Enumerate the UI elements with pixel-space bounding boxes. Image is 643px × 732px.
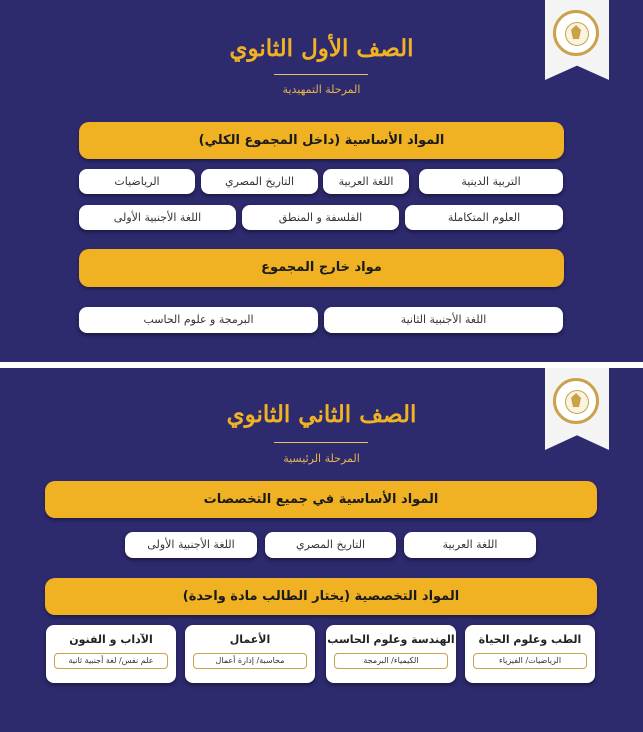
- track-subjects: علم نفس/ لغة أجنبية ثانية: [54, 653, 168, 669]
- page-title: الصف الأول الثانوي: [229, 35, 414, 62]
- track-card-medicine[interactable]: [465, 625, 595, 683]
- extra-subject-pill[interactable]: البرمجة و علوم الحاسب: [79, 307, 318, 333]
- title-divider: [274, 74, 368, 75]
- subject-pill[interactable]: التاريخ المصري: [201, 169, 318, 194]
- subject-pill[interactable]: الفلسفة و المنطق: [242, 205, 399, 230]
- track-name: الأعمال: [229, 633, 271, 646]
- subject-pill[interactable]: التاريخ المصري: [265, 532, 396, 558]
- title-divider: [274, 442, 368, 443]
- subject-pill[interactable]: الرياضيات: [79, 169, 195, 194]
- extra-subjects-header: مواد خارج المجموع: [79, 249, 564, 287]
- track-name: الطب وعلوم الحياة: [478, 633, 582, 646]
- track-card-engineering[interactable]: [326, 625, 456, 683]
- subject-pill[interactable]: اللغة الأجنبية الأولى: [79, 205, 236, 230]
- subject-pill[interactable]: العلوم المتكاملة: [405, 205, 563, 230]
- grade1-panel: [0, 0, 643, 362]
- stage-label: المرحلة الرئيسية: [283, 452, 360, 465]
- track-name: الآداب و الفنون: [69, 633, 153, 646]
- subject-pill[interactable]: اللغة العربية: [323, 169, 409, 194]
- core-subjects-header: المواد الأساسية في جميع التخصصات: [45, 481, 597, 518]
- track-card-arts[interactable]: [46, 625, 176, 683]
- track-subjects: محاسبة/ إدارة أعمال: [193, 653, 307, 669]
- track-name: الهندسة وعلوم الحاسب: [327, 633, 455, 646]
- core-subjects-header: المواد الأساسية (داخل المجموع الكلي): [79, 122, 564, 159]
- subject-pill[interactable]: اللغة الأجنبية الأولى: [125, 532, 257, 558]
- track-subjects: الرياضيات/ الفيزياء: [473, 653, 587, 669]
- subject-pill[interactable]: التربية الدينية: [419, 169, 563, 194]
- track-card-business[interactable]: [185, 625, 315, 683]
- page-title: الصف الثاني الثانوي: [226, 401, 417, 428]
- track-subjects: الكيمياء/ البرمجة: [334, 653, 448, 669]
- grade2-panel: [0, 368, 643, 732]
- subject-pill[interactable]: اللغة العربية: [404, 532, 536, 558]
- extra-subject-pill[interactable]: اللغة الأجنبية الثانية: [324, 307, 563, 333]
- specialized-subjects-header: المواد التخصصية (يختار الطالب مادة واحدة): [45, 578, 597, 615]
- stage-label: المرحلة التمهيدية: [282, 83, 361, 96]
